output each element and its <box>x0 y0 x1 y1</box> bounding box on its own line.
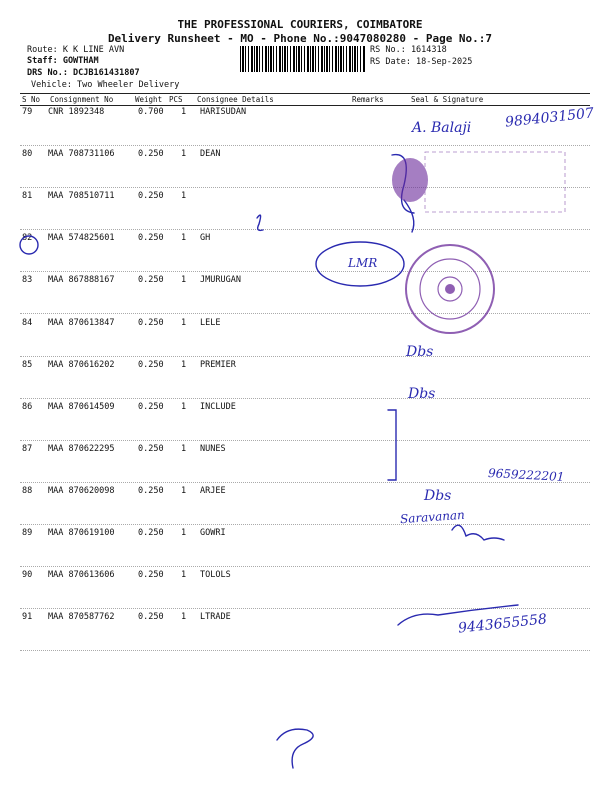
row-consignment-no: MAA 870619100 <box>48 528 115 538</box>
col-sno: S No <box>22 95 41 104</box>
dbs-row-86: Dbs <box>408 386 436 402</box>
row-consignee: LTRADE <box>200 612 231 622</box>
row-consignee: NUNES <box>200 444 226 454</box>
row-consignee: HARISUDAN <box>200 107 247 117</box>
name-row-88: Saravanan <box>399 507 466 527</box>
phone-row-87: 9659222201 <box>487 466 565 484</box>
dbs-row-85: Dbs <box>406 344 434 360</box>
rs-number: RS No.: 1614318 <box>370 45 447 55</box>
row-pcs: 1 <box>181 233 187 243</box>
row-weight: 0.700 <box>138 107 164 117</box>
col-pcs: PCS <box>169 95 183 104</box>
row-80-ink-stroke-2 <box>404 200 414 232</box>
row-sno: 80 <box>22 149 33 159</box>
row-sno: 86 <box>22 402 33 412</box>
row-81-ink-mark <box>257 215 263 230</box>
row-sno: 84 <box>22 318 33 328</box>
row-weight: 0.250 <box>138 402 164 412</box>
row-sno: 81 <box>22 191 33 201</box>
row-sno: 83 <box>22 275 33 285</box>
row-weight: 0.250 <box>138 360 164 370</box>
row-consignment-no: MAA 870613606 <box>48 570 115 580</box>
dbs-row-88: Dbs <box>424 488 452 504</box>
row-sno: 87 <box>22 444 33 454</box>
rs-date: RS Date: 18-Sep-2025 <box>370 57 473 67</box>
col-weight: Weight <box>135 95 163 104</box>
row-weight: 0.250 <box>138 318 164 328</box>
row-weight: 0.250 <box>138 444 164 454</box>
delivery-stamp <box>406 245 494 333</box>
row-consignment-no: MAA 870616202 <box>48 360 115 370</box>
staff-label: Staff: GOWTHAM <box>27 56 99 66</box>
row-pcs: 1 <box>181 275 187 285</box>
row-consignment-no: MAA 708731106 <box>48 149 115 159</box>
route-label: Route: K K LINE AVN <box>27 45 125 55</box>
row-pcs: 1 <box>181 570 187 580</box>
phone-row-79: 9894031507 <box>504 105 595 131</box>
row-sno: 79 <box>22 107 33 117</box>
row-pcs: 1 <box>181 107 187 117</box>
row-weight: 0.250 <box>138 528 164 538</box>
row-weight: 0.250 <box>138 275 164 285</box>
row-consignment-no: MAA 708510711 <box>48 191 115 201</box>
row-pcs: 1 <box>181 318 187 328</box>
bracket-mark <box>388 410 396 480</box>
row-pcs: 1 <box>181 486 187 496</box>
report-subtitle: Delivery Runsheet - MO - Phone No.:9047080280 - Page No.:7 <box>107 32 493 45</box>
purple-rubber-stamp <box>392 152 565 212</box>
col-seal-signature: Seal & Signature <box>411 95 484 104</box>
row-consignment-no: CNR 1892348 <box>48 107 105 117</box>
signature-row-79: A. Balaji <box>412 120 472 136</box>
row-consignee: PREMIER <box>200 360 236 370</box>
row-weight: 0.250 <box>138 612 164 622</box>
row-consignee: GH <box>200 233 211 243</box>
row-consignment-no: MAA 870587762 <box>48 612 115 622</box>
row-weight: 0.250 <box>138 149 164 159</box>
row-sno: 82 <box>22 233 33 243</box>
phone-row-91: 9443655558 <box>457 611 548 637</box>
row-weight: 0.250 <box>138 486 164 496</box>
row-consignee: JMURUGAN <box>200 275 241 285</box>
row-consignment-no: MAA 870613847 <box>48 318 115 328</box>
row-consignee: INCLUDE <box>200 402 236 412</box>
row-pcs: 1 <box>181 149 187 159</box>
row-pcs: 1 <box>181 360 187 370</box>
col-remarks: Remarks <box>352 95 384 104</box>
row-weight: 0.250 <box>138 191 164 201</box>
row-consignment-no: MAA 574825601 <box>48 233 115 243</box>
report-title: THE PROFESSIONAL COURIERS, COIMBATORE <box>177 18 423 31</box>
row-consignee: TOLOLS <box>200 570 231 580</box>
row-consignee: LELE <box>200 318 221 328</box>
row-consignee: ARJEE <box>200 486 226 496</box>
row-consignment-no: MAA 867888167 <box>48 275 115 285</box>
drs-number: DRS No.: DCJB161431807 <box>27 68 140 78</box>
row-pcs: 1 <box>181 528 187 538</box>
vehicle-label: Vehicle: Two Wheeler Delivery <box>31 80 180 90</box>
row-consignment-no: MAA 870620098 <box>48 486 115 496</box>
row-consignment-no: MAA 870622295 <box>48 444 115 454</box>
col-consignee: Consignee Details <box>197 95 274 104</box>
col-consignment: Consignment No <box>50 95 114 104</box>
row-sno: 85 <box>22 360 33 370</box>
footer-ink-mark <box>277 729 313 768</box>
row-weight: 0.250 <box>138 233 164 243</box>
lmr-remark: LMR <box>348 256 378 270</box>
row-sno: 88 <box>22 486 33 496</box>
row-weight: 0.250 <box>138 570 164 580</box>
row-consignee: DEAN <box>200 149 221 159</box>
row-pcs: 1 <box>181 612 187 622</box>
row-consignment-no: MAA 870614509 <box>48 402 115 412</box>
row-sno: 89 <box>22 528 33 538</box>
row-sno: 90 <box>22 570 33 580</box>
row-pcs: 1 <box>181 444 187 454</box>
row-82-circle-mark <box>20 236 38 254</box>
row-pcs: 1 <box>181 191 187 201</box>
row-consignee: GOWRI <box>200 528 226 538</box>
row-89-signature <box>452 525 504 540</box>
row-pcs: 1 <box>181 402 187 412</box>
row-sno: 91 <box>22 612 33 622</box>
